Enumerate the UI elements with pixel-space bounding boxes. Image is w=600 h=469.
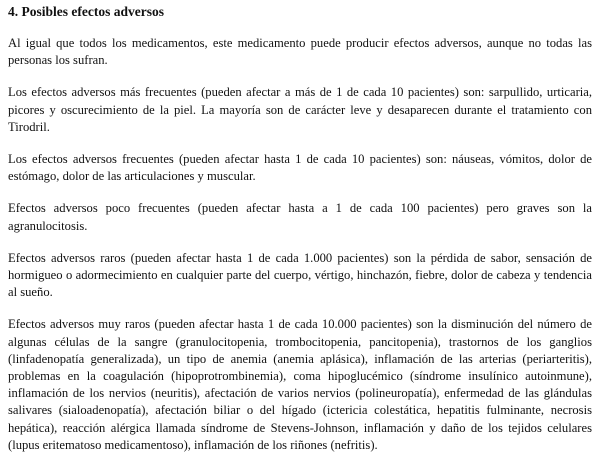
document-page	[8, 3, 592, 469]
paragraph-rare-effects: Efectos adversos raros (pueden afectar hasta 1 de cada 1.000 pacientes) son la pérdida de sabor, sensación de hormigueo o adormecimiento en cualquier parte del cuerpo, vértigo, hinchazón, fiebre, dolor de cabeza y tendencia al sueño.	[8, 250, 592, 300]
paragraph-intro: Al igual que todos los medicamentos, este medicamento puede producir efectos adversos, aunque no todas las personas los sufran.	[8, 36, 592, 68]
paragraph-uncommon-effects: Efectos adversos poco frecuentes (pueden afectar hasta a 1 de cada 100 pacientes) pero graves son la agranulocitosis.	[8, 201, 592, 233]
section-title: 4. Posibles efectos adversos	[8, 4, 164, 19]
paragraph-very-common-effects: Los efectos adversos más frecuentes (pueden afectar a más de 1 de cada 10 pacientes) son: sarpullido, urticaria, picores y oscurecimiento de la piel. La mayoría son de carácter leve y desaparecen durante el tratamiento con Tirodril.	[8, 85, 592, 134]
paragraph-very-rare-effects: Efectos adversos muy raros (pueden afectar hasta 1 de cada 10.000 pacientes) son la disminución del número de algunas células de la sangre (granulocitopenia, trombocitopenia, pancitopenia), trastornos de los ganglios (linfadenopatía generalizada), un tipo de anemia (anemia aplásica), inflamación de las arterias (periarteritis), problemas en la coagulación (hipoprotrombinemia), coma hipoglucémico (síndrome insulínico autoinmune), inflamación de los nervios (neuritis), afectación de varios nervios (polineuropatía), enfermedad de las glándulas salivares (sialoadenopatía), afectación biliar o del hígado (ictericia colestática, hepatitis fulminante, necrosis hepática), reacción alérgica llamada síndrome de Stevens-Johnson, inflamación y daño de los tejidos celulares (lupus eritematoso medicamentoso), inflamación de los riñones (nefritis).	[8, 317, 592, 452]
paragraph-common-effects: Los efectos adversos frecuentes (pueden afectar hasta 1 de cada 10 pacientes) son: náuseas, vómitos, dolor de estómago, dolor de las articulaciones y muscular.	[8, 152, 592, 184]
